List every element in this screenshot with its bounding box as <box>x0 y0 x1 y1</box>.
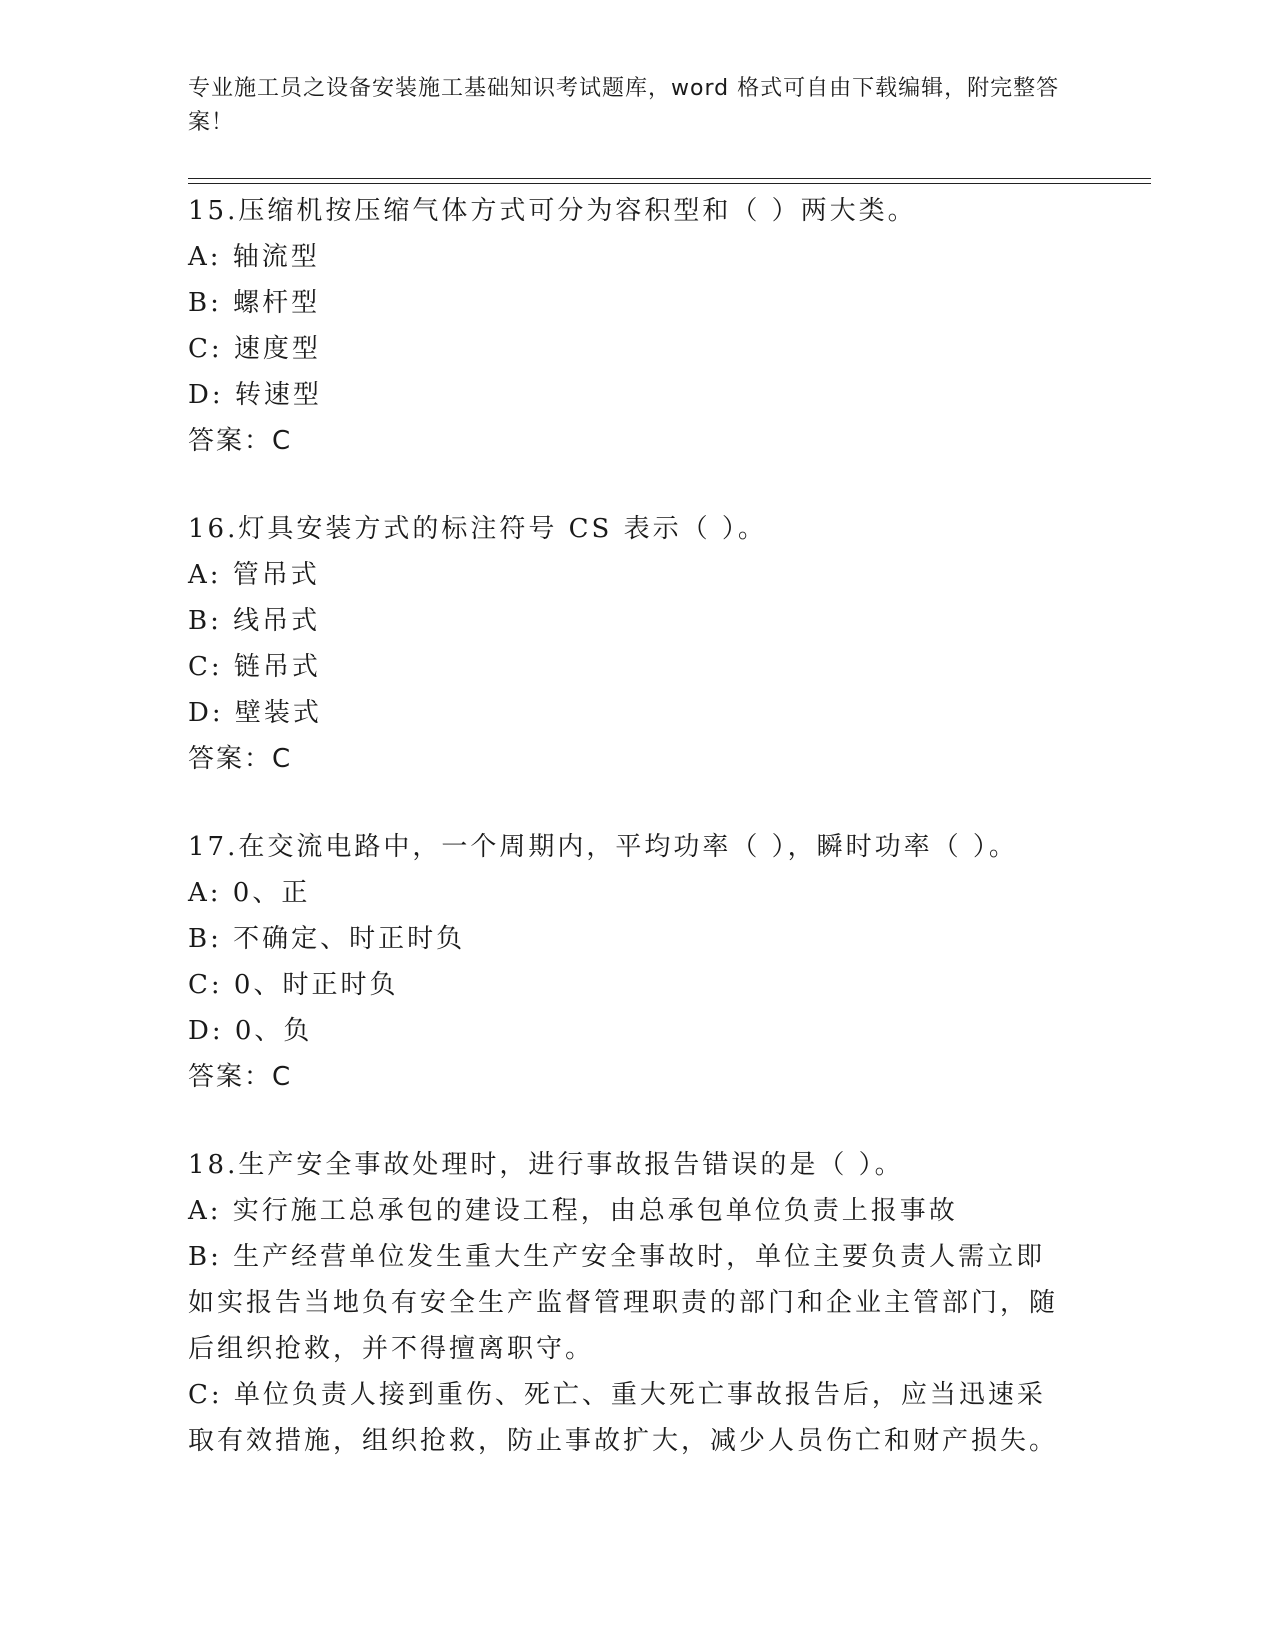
question-text: 15.压缩机按压缩气体方式可分为容积型和（ ）两大类。 <box>188 196 917 226</box>
option-a: A: 管吊式 <box>188 560 320 590</box>
option-d: D: 转速型 <box>188 380 322 410</box>
answer-text: 答案：C <box>188 1062 293 1092</box>
header-divider-top <box>188 178 1151 179</box>
option-c: C: 速度型 <box>188 334 321 364</box>
question-text: 16.灯具安装方式的标注符号 CS 表示（ ）。 <box>188 514 767 544</box>
option-a: A: 0、正 <box>188 878 311 908</box>
question-18 <box>188 1142 1068 1464</box>
question-15 <box>188 188 1068 464</box>
option-a: A: 实行施工总承包的建设工程，由总承包单位负责上报事故 <box>188 1196 958 1226</box>
option-d: D: 0、负 <box>188 1016 313 1046</box>
option-d: D: 壁装式 <box>188 698 322 728</box>
option-c: C: 链吊式 <box>188 652 321 682</box>
option-c: C: 单位负责人接到重伤、死亡、重大死亡事故报告后，应当迅速采取有效措施，组织抢救，防止事故扩大，减少人员伤亡和财产损失。 <box>188 1380 1059 1456</box>
question-text: 18.生产安全事故处理时，进行事故报告错误的是（ ）。 <box>188 1150 904 1180</box>
document-header: 专业施工员之设备安装施工基础知识考试题库，word 格式可自由下载编辑，附完整答案！ <box>188 76 1060 135</box>
option-a: A: 轴流型 <box>188 242 320 272</box>
answer-text: 答案：C <box>188 744 293 774</box>
header-divider-bottom <box>188 183 1151 184</box>
option-c: C: 0、时正时负 <box>188 970 399 1000</box>
question-list <box>188 188 1068 1506</box>
option-b: B: 线吊式 <box>188 606 321 636</box>
option-b: B: 生产经营单位发生重大生产安全事故时，单位主要负责人需立即如实报告当地负有安全生产监督管理职责的部门和企业主管部门，随后组织抢救，并不得擅离职守。 <box>188 1242 1059 1364</box>
answer-text: 答案：C <box>188 426 293 456</box>
question-17 <box>188 824 1068 1100</box>
question-text: 17.在交流电路中，一个周期内，平均功率（ ），瞬时功率（ ）。 <box>188 832 1018 862</box>
question-16 <box>188 506 1068 782</box>
option-b: B: 螺杆型 <box>188 288 321 318</box>
option-b: B: 不确定、时正时负 <box>188 924 466 954</box>
